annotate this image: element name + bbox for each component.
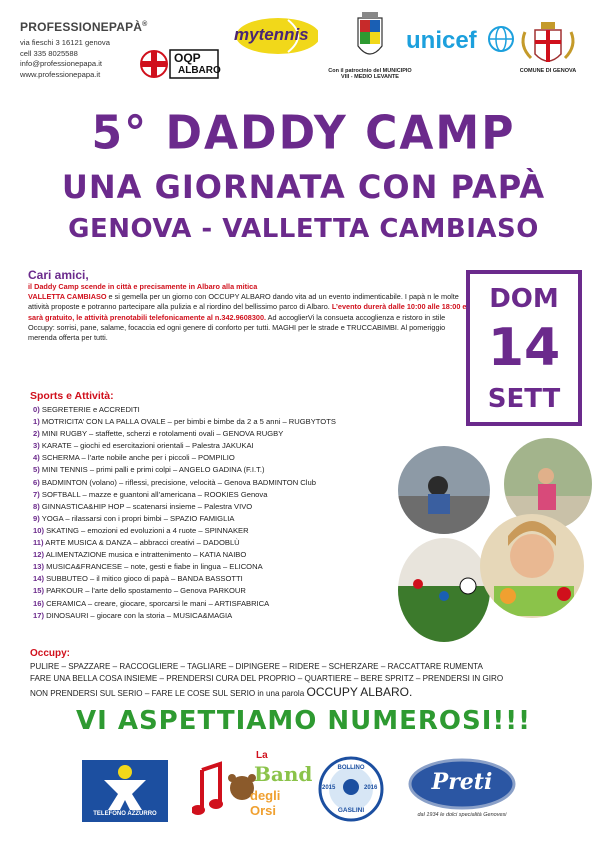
activity-number: 1) (33, 417, 40, 427)
activity-item (33, 440, 336, 452)
intro-text (28, 268, 468, 343)
activity-item (33, 513, 336, 525)
comune-caption: COMUNE DI GENOVA (519, 68, 577, 74)
unicef-logo (406, 24, 516, 60)
activity-number: 13) (33, 562, 44, 572)
activities-list (33, 404, 336, 622)
activity-text: ARTE MUSICA & DANZA – abbracci creativi – DADOBLÙ (45, 538, 240, 548)
activity-number: 2) (33, 429, 40, 439)
activity-item (33, 489, 336, 501)
activity-number: 14) (33, 574, 44, 584)
activity-text: MOTRICITA’ CON LA PALLA OVALE – per bimbi e bimbe da 2 a 5 anni – RUGBYTOTS (41, 417, 336, 427)
telefono-azzurro-label: TELEFONO AZZURRO (93, 811, 157, 817)
address-street: via fieschi 3 16121 genova (20, 38, 110, 47)
intro-valletta: VALLETTA CAMBIASO (28, 292, 107, 302)
activity-item (33, 525, 336, 537)
intro-greeting: Cari amici, (28, 268, 89, 282)
activity-text: SKATING – emozioni ed evoluzioni a 4 ruote – SPINNAKER (46, 525, 249, 535)
band-label: Band (254, 762, 313, 786)
activity-text: DINOSAURI – giocare con la storia – MUSICA&MAGIA (46, 610, 233, 620)
address-website: www.professionepapa.it (20, 69, 101, 79)
brand-registered-mark: ® (142, 21, 148, 28)
activity-text: MUSICA&FRANCESE – note, gesti e fiabe in lingua – ELICONA (46, 562, 263, 572)
activity-text: SUBBUTEO – il mitico gioco di papà – BANDA BASSOTTI (46, 574, 243, 584)
activity-item (33, 501, 336, 513)
unicef-globe-icon (486, 24, 516, 54)
date-month: SETT (487, 384, 561, 414)
date-day: DOM (489, 284, 559, 314)
activity-item (33, 464, 336, 476)
activity-item (33, 477, 336, 489)
activity-text: GINNASTICA&HIP HOP – scatenarsi insieme – Palestra VIVO (41, 501, 253, 511)
event-subtitle: UNA GIORNATA CON PAPÀ (61, 168, 546, 206)
bollino-year-left: 2015 (322, 785, 336, 791)
activity-number: 3) (33, 441, 40, 451)
bollino-top-label: BOLLINO (337, 765, 365, 771)
preti-logo (406, 758, 518, 824)
activity-item (33, 585, 336, 597)
intro-body: e si gemella per un giorno con OCCUPY ALBARO dando vita ad un evento indimenticabile. I papà n le molte attività proposte e potranno partecipare alla pulizia e al riordino del bellissimo parco di Albaro. (28, 292, 459, 312)
activity-item (33, 598, 336, 610)
occupy-line-2: FARE UNA BELLA COSA INSIEME – PRENDERSI CURA DEL PROPRIO – QUARTIERE – BERE SPRITZ – PRENDERSI IN GIRO (30, 674, 504, 684)
municipio-caption: Con il patrocinio del MUNICIPIO VIII - MEDIO LEVANTE (328, 68, 412, 80)
activity-item (33, 537, 336, 549)
preti-label: Preti (431, 769, 493, 795)
activity-text: CERAMICA – creare, giocare, sporcarsi le mani – ARTISFABRICA (46, 598, 270, 608)
municipio-crest-icon (328, 10, 412, 70)
brand-name: PROFESSIONEPAPÀ (20, 20, 143, 34)
activity-number: 7) (33, 489, 40, 499)
address-phone: cell 335 8025588 (20, 48, 78, 58)
slogan: VI ASPETTIAMO NUMEROSI!!! (75, 706, 531, 736)
oqp-label: OQP (174, 51, 201, 65)
activity-text: YOGA – rilassarsi con i propri bimbi – SPAZIO FAMIGLIA (41, 513, 235, 523)
date-number: 14 (487, 318, 561, 378)
municipio-logo (328, 10, 412, 96)
activity-text: MINI TENNIS – primi palli e primi colpi – ANGELO GADINA (F.I.T.) (41, 465, 265, 475)
activity-item (33, 549, 336, 561)
activity-text: SOFTBALL – mazze e guantoni all’americana – ROOKIES Genova (41, 489, 268, 499)
occupy-albaro-highlight: OCCUPY ALBARO. (306, 684, 413, 699)
band-degli-orsi-logo (192, 750, 313, 824)
genova-coat-of-arms-icon (513, 20, 583, 70)
activity-number: 8) (33, 501, 40, 511)
address-email: info@professionepapa.it (20, 59, 103, 68)
activity-number: 15) (33, 586, 44, 596)
activity-number: 4) (33, 453, 40, 463)
activity-text: BADMINTON (volano) – riflessi, precisione, velocità – Genova BADMINTON Club (41, 477, 316, 487)
intro-event-info: L’evento durerà dalle 10:00 alle 18:00 e sarà gratuito, le attività prenotabili telefonicamente al n.342.9608300. (28, 302, 467, 322)
comune-genova-logo (513, 20, 583, 86)
activity-number: 9) (33, 513, 40, 523)
albaro-label: ALBARO (178, 65, 221, 76)
activity-item (33, 610, 336, 622)
activity-number: 10) (33, 525, 44, 535)
telefono-azzurro-logo (82, 760, 168, 822)
activity-item (33, 561, 336, 573)
intro-body-2: Ad accoglierVi la consueta accoglienza e ristoro in stile Occupy: sorrisi, pane, salame, focaccia ed ogni genere di conforto per tutti. MAGHI per le strade e TRUCCABIMBI. Al pomeriggio merenda offerta per tutti. (28, 312, 446, 343)
activity-number: 12) (33, 550, 44, 560)
activity-number: 5) (33, 465, 40, 475)
bollino-bottom-label: GASLINI (337, 807, 365, 814)
activity-item (33, 404, 336, 416)
contact-address (20, 38, 110, 80)
mytennis-label: mytennis (234, 25, 309, 44)
activities-photo-image (398, 436, 594, 644)
event-date-box (466, 270, 582, 426)
activity-item (33, 416, 336, 428)
occupy-heading: Occupy: (30, 648, 71, 659)
bollino-gaslini-logo (318, 754, 384, 824)
activity-number: 6) (33, 477, 40, 487)
mytennis-logo (228, 14, 318, 58)
event-location: GENOVA - VALLETTA CAMBIASO (68, 214, 539, 244)
activity-text: KARATE – giochi ed esercitazioni orientali – Palestra JAKUKAI (41, 441, 254, 451)
professionepapa-brand (20, 20, 148, 34)
oqp-albaro-logo (140, 48, 220, 80)
bollino-year-right: 2016 (364, 785, 378, 791)
unicef-label: unicef (406, 27, 477, 54)
activity-number: 16) (33, 598, 44, 608)
activity-text: SCHERMA – l’arte nobile anche per i piccoli – POMPILIO (41, 453, 235, 463)
activity-number: 17) (33, 610, 44, 620)
occupy-text (30, 661, 578, 700)
activity-item (33, 573, 336, 585)
photo-collage (398, 436, 594, 644)
occupy-line-1: PULIRE – SPAZZARE – RACCOGLIERE – TAGLIARE – DIPINGERE – RIDERE – SCHERZARE – RACCATTARE RUMENTA (30, 662, 483, 671)
activity-text: ALIMENTAZIONE musica e intrattenimento – KATIA NAIBO (45, 550, 247, 560)
activity-text: MINI RUGBY – staffette, scherzi e rotolamenti ovali – GENOVA RUGBY (41, 429, 284, 439)
activity-number: 11) (33, 538, 44, 548)
sports-heading: Sports e Attività: (30, 390, 114, 402)
band-la-label: La (256, 750, 268, 761)
activity-text: SEGRETERIE e ACCREDITI (41, 405, 140, 414)
preti-tagline: dal 1934 le dolci specialità Genovesi (417, 812, 507, 818)
activity-number: 0) (33, 405, 40, 414)
activity-item (33, 452, 336, 464)
activity-text: PARKOUR – l’arte dello spostamento – Genova PARKOUR (46, 586, 246, 596)
occupy-line-3: NON PRENDERSI SUL SERIO – FARE LE COSE SUL SERIO in una parola (30, 688, 307, 698)
event-title: 5° DADDY CAMP (91, 106, 516, 161)
band-orsi-label: degli Orsi (250, 788, 281, 818)
activity-item (33, 428, 336, 440)
intro-line-red: il Daddy Camp scende in città e precisamente in Albaro alla mitica (28, 282, 258, 291)
